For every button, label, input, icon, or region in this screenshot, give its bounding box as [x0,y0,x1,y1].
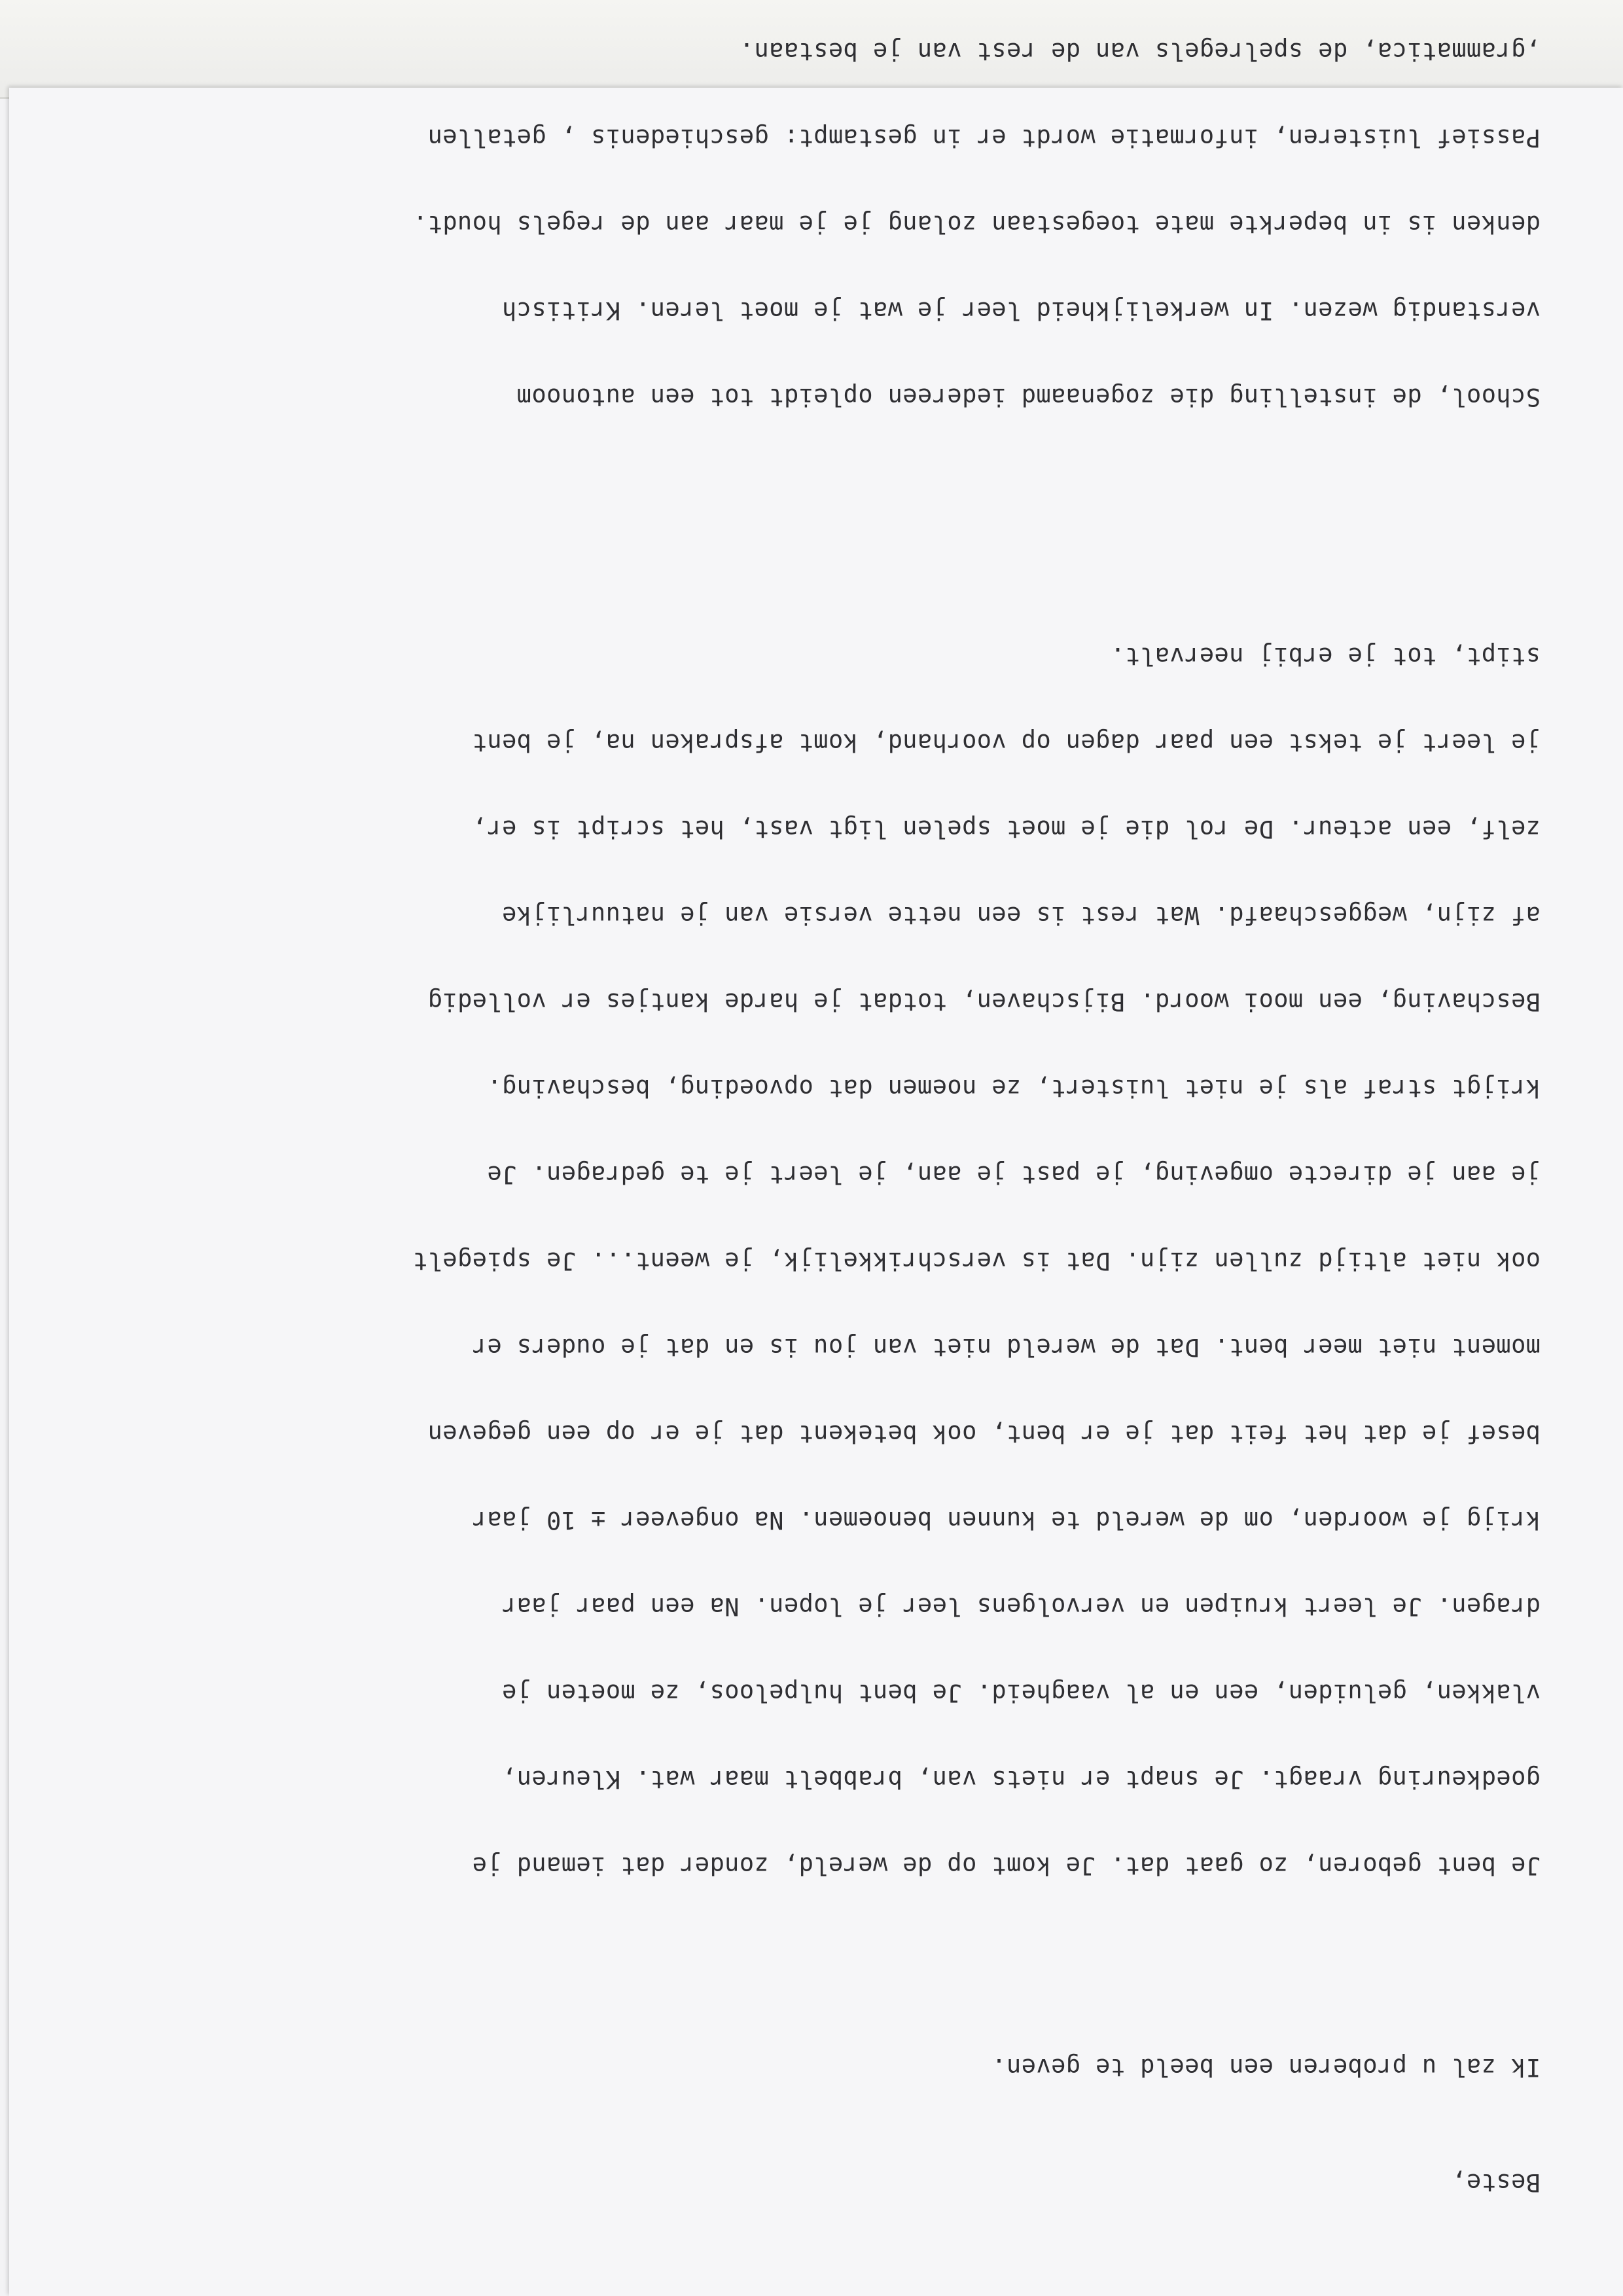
text-line: stipt, tot je erbij neervalt. [1110,642,1541,670]
text-line: krijg je woorden, om de wereld te kunnen benoemen. Na ongeveer ± 10 jaar [472,1506,1541,1534]
text-line: Beschaving, een mooi woord. Bijschaven, totdat je harde kantjes er volledig [427,988,1541,1016]
text-line: vlakken, geluiden, een en al vaagheid. Je bent hulpeloos, ze moeten je [501,1679,1541,1707]
paragraph-school [94,0,1541,469]
text-line: zelf, een acteur. De rol die je moet spelen ligt vast, het script is er, [472,815,1541,843]
text-line: af zijn, weggeschaafd. Wat rest is een nette versie van je natuurlijke [501,901,1541,929]
typewritten-letter [94,37,1541,2254]
text-line: ,grammatica, de spelregels van de rest van je bestaan. [739,37,1541,65]
text-line: moment niet meer bent. Dat de wereld niet van jou is en dat je ouders er [472,1333,1541,1361]
text-line: denken is in beperkte mate toegestaan zolang je je maar aan de regels houdt. [412,210,1541,238]
paper-sheet [9,37,1623,2296]
text-line: goedkeuring vraagt. Je snapt er niets van, brabbelt maar wat. Kleuren, [501,1765,1541,1793]
text-line: Je bent geboren, zo gaat dat. Je komt op de wereld, zonder dat iemand je [472,1852,1541,1880]
letter-intro: Ik zal u proberen een beeld te geven. [991,2053,1541,2081]
text-line: verstandig wezen. In werkelijkheid leer je wat je moet leren. Kritisch [501,296,1541,325]
text-line: krijgt straf als je niet luistert, ze noemen dat opvoeding, beschaving. [487,1074,1541,1102]
text-line: ook niet altijd zullen zijn. Dat is verschrikkelijk, je weent... Je spiegelt [412,1247,1541,1275]
text-line: besef je dat het feit dat je er bent, ook betekent dat je er op een gegeven [427,1420,1541,1448]
paragraph-birth [94,584,1541,1937]
text-line: Passief luisteren, informatie wordt er in gestampt: geschiedenis , getallen [427,124,1541,152]
text-line: dragen. Je leert kruipen en vervolgens leer je lopen. Na een paar jaar [501,1592,1541,1621]
letter-greeting: Beste, [1451,2168,1541,2197]
text-line: je aan je directe omgeving, je past je aan, je leert je te gedragen. Je [487,1160,1541,1189]
text-line: School, de instelling die zogenaamd iedereen opleidt tot een autonoom [516,383,1541,411]
text-line: je leert je tekst een paar dagen op voorhand, komt afspraken na, je bent [472,728,1541,757]
